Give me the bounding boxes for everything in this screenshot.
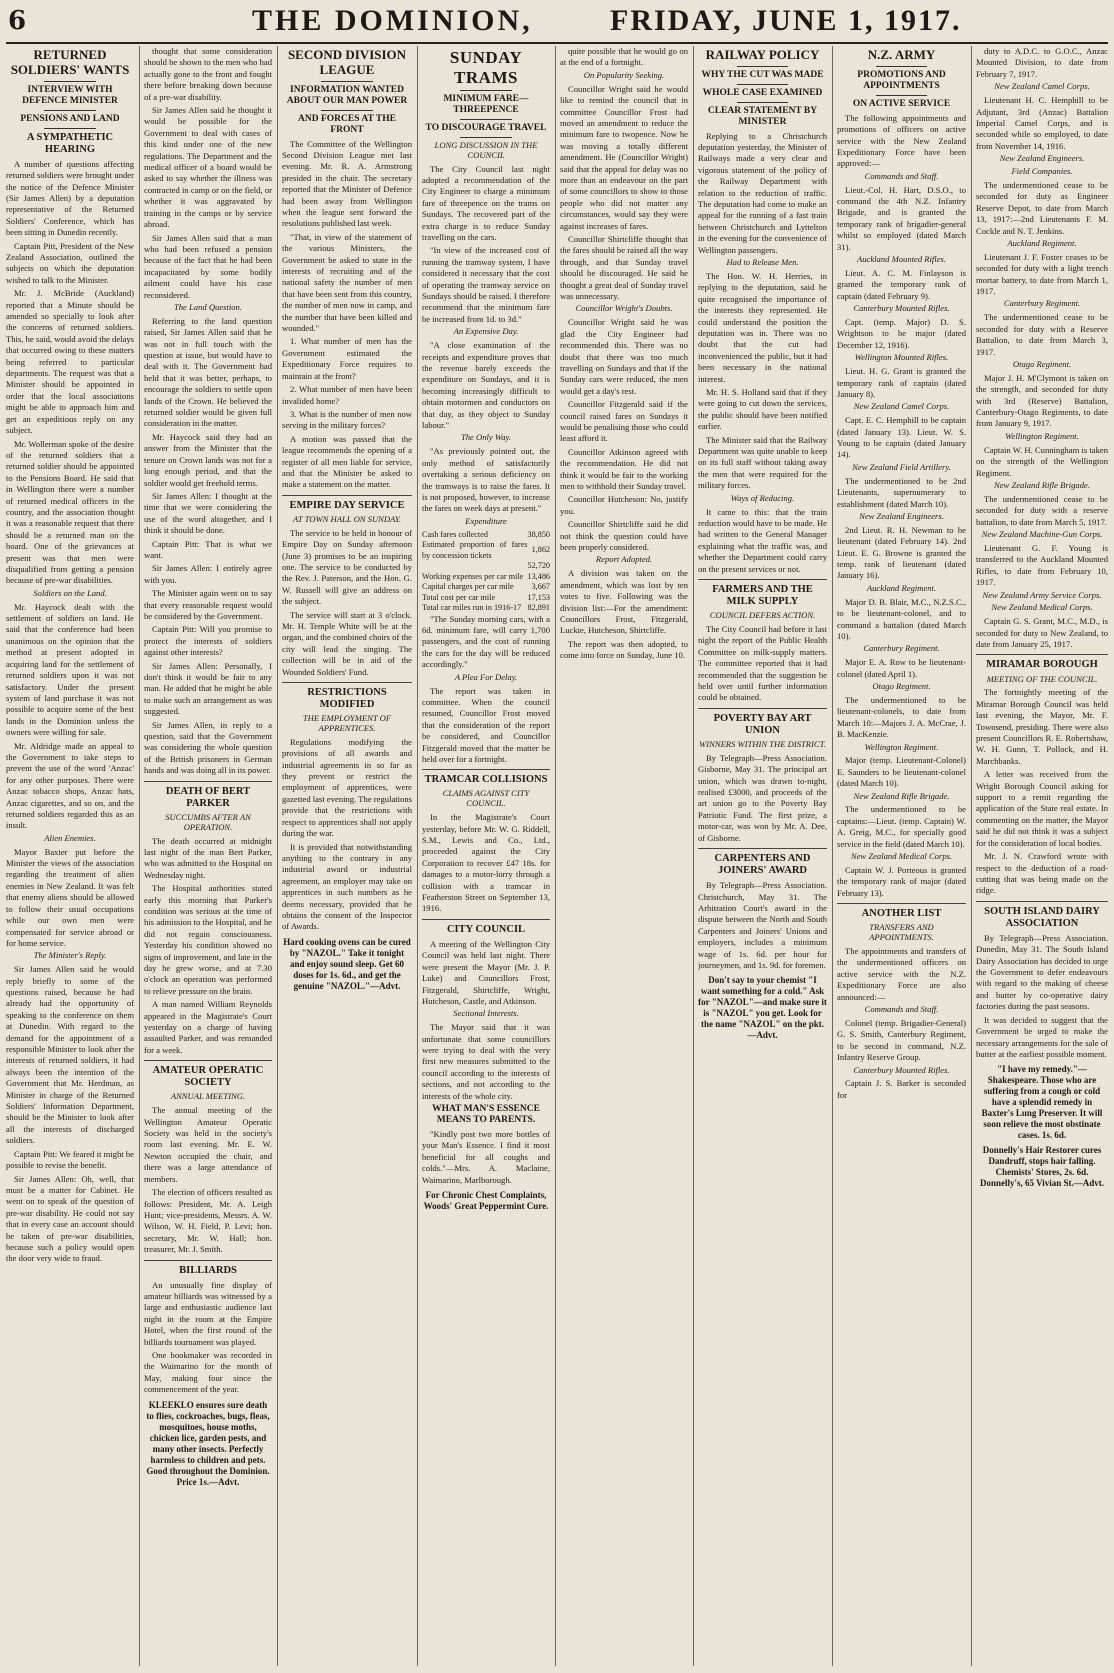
article-subheadline: INFORMATION WANTED ABOUT OUR MAN POWER [286, 84, 408, 106]
paragraph: The undermentioned to be 2nd Lieutenants, supernumerary to establishment (dated March 10). [837, 475, 966, 509]
paragraph: Mr. Haycock dealt with the settlement of soldiers on land. He said that the conference had been unanimous on the opinion that the method at present adopted in acquiring land for the settlement of returned soldiers upon it was not satisfactory. Under the present system of land purchase it was not possible to acquire some of the best lands in the Dominion unless the owners were willing for sale. [6, 601, 134, 738]
article-subheadline: TRANSFERS AND APPOINTMENTS. [869, 922, 934, 943]
section-subhead: New Zealand Camel Corps. [994, 81, 1090, 92]
article-headline: RETURNED SOLDIERS' WANTS [10, 47, 130, 77]
article-subheadline: THE EMPLOYMENT OF APPRENTICES. [302, 713, 392, 733]
paragraph: "As previously pointed out, the only method of satisfactorily overtaking a serious deficiency on the tramways is to raise the fares. It is not proposed, however, to increase the fares on week days at present." [422, 446, 550, 514]
table-cell-label: Capital charges per car mile [422, 582, 514, 592]
article-headline: BILLIARDS [179, 1264, 237, 1276]
article-subheadline: LONG DISCUSSION IN THE COUNCIL [434, 139, 538, 160]
paragraph: The death occurred at midnight last night of the man Bert Parker, who was admitted to the Hospital on Wednesday night. [144, 835, 272, 880]
column-3 [282, 46, 412, 1666]
table-cell-value: 82,891 [527, 603, 550, 613]
paragraph: The Mayor said that it was unfortunate that some councillors were trying to deal with the very first new measures submitted to the council according to the interests of sections, and not according to the interests of the whole city. [422, 1022, 550, 1101]
divider [976, 901, 1108, 902]
paragraph: Colonel (temp. Brigadier-General) G. S. Smith, Canterbury Regiment, to be second in command, N.Z. Infantry Reserve Group. [837, 1017, 966, 1063]
section-subhead: Had to Release Men. [726, 257, 799, 268]
table-cell-label [422, 561, 527, 572]
section-subhead: Wellington Mounted Rifles. [854, 352, 949, 363]
paragraph: The undermentioned cease to be seconded for duty with a reserve battalion, to date from March 5, 1917. [976, 493, 1108, 527]
paragraph: Captain G. S. Grant, M.C., M.D., is seconded for duty to New Zealand, to date from January 25, 1917. [976, 616, 1108, 650]
paragraph: Sir James Allen said he thought it would be possible for the Government to deal with cases of this kind under one of the new regulations. The Department and the medical officer of a board would be asked to say whether the illness was contracted in camp or on the field, or whether it was aggravated by training in the camps or by service abroad. [144, 105, 272, 230]
article-subheadline: CLAIMS AGAINST CITY COUNCIL. [442, 788, 530, 809]
divider [460, 137, 511, 138]
paragraph: Sir James Allen said he would reply briefly to some of the questions raised, because he had already had the opportunity of speaking to the conference on them at Dunedin. With regard to the demand for the appointment of a responsible Minister to look after the interests of returned soldiers, it had always been the intention of the Government that Mr. Herdman, as Minister in charge of the Returned Soldiers' Information Department, should be the Minister to look after all the interests of discharged soldiers. [6, 964, 134, 1146]
paragraph: Mr. J. N. Crawford wrote with respect to the deduction of a road-cutting that was being made on the ridge. [976, 851, 1108, 896]
article-headline: SUNDAY TRAMS [449, 48, 523, 87]
column-7 [837, 46, 966, 1666]
section-subhead: A Plea For Delay. [454, 671, 518, 682]
section-subhead: Soldiers on the Land. [33, 587, 107, 598]
paragraph: The service to be held in honour of Empire Day on Sunday afternoon (June 3) promises to be an inspiring one. The service to be conducted by the Rev. J. Paterson, and the Hon. G. W. Russell will give an address on the subject. [282, 527, 412, 607]
paragraph: Captain Pitt, President of the New Zealand Association, outlined the subjects on which the deputation wished to talk to the Minister. [6, 240, 134, 285]
paragraph: A man named William Reynolds appeared in the Magistrate's Court yesterday on a charge of having assaulted Parker, and was remanded for a week. [144, 999, 272, 1055]
paragraph: Sir James Allen, in reply to a question, said that the Government was considering the whole question of the British prisoners in German hands and was doing all in its power. [144, 719, 272, 776]
paragraph: The annual meeting of the Wellington Amateur Operatic Society was held in the society's room last evening. Mr. E. W. Newton occupied the chair, and there was a large attendance of members. [144, 1105, 272, 1184]
article-subheadline: ANNUAL MEETING. [170, 1091, 246, 1102]
paragraph: The Minister again went on to say that every reasonable request would be considered by the Government. [144, 588, 272, 621]
divider [422, 769, 550, 770]
divider [698, 848, 827, 849]
paragraph: 3. What is the number of men now serving in the military forces? [282, 408, 412, 431]
paragraph: The report was then adopted, to come into force on Sunday, June 10. [560, 638, 688, 661]
paragraph: Councillor Wright said he was glad the City Engineer had recommended this. There was no doubt that there was too much travelling on Sundays and that if the Sunday cars were reduced, the men would get a day's rest. [560, 317, 688, 396]
section-subhead: The Only Way. [460, 432, 512, 443]
paragraph: "A close examination of the receipts and expenditure proves that the revenue barely exceeds the expenditure on Sundays, and it is becoming increasingly difficult to obtain motormen and conductors on that day, as they object to Sunday labour." [422, 340, 550, 431]
section-subhead: Wellington Regiment. [864, 741, 939, 752]
paragraph: Lieutenant H. C. Hemphill to be Adjutant, 3rd (Anzac) Battalion Imperial Camel Corps, and is seconded while so employed, to date from November 14, 1916. [976, 95, 1108, 151]
divider [460, 119, 511, 120]
paragraph: 2nd Lieut. R. H. Newman to be lieutenant (dated February 14). 2nd Lieut. E. G. Browne is granted the temp. rank of lieutenant (dated January 16). [837, 524, 966, 581]
paragraph: Sir James Allen said that a man who had been refused a pension because of the fact that he had been incapacitated by some bodily ailment could have his case reconsidered. [144, 232, 272, 300]
paragraph: The undermentioned to be lieutenant-colonels, to date from March 10:—Majors J. A. McCrae, J. B. MacKenzie. [837, 694, 966, 740]
paragraph: "The Sunday morning cars, with a 6d. minimum fare, will carry 1,700 passengers, and the cost of running the cars for the day will be reduced accordingly." [422, 613, 550, 670]
section-subhead: Councillor Wright's Doubts. [575, 303, 673, 314]
advertisement: Donnelly's Hair Restorer cures Dandruff, stops hair falling. Chemists' Stores, 2s. 6d. Donnelly's, 65 Vivian St.—Advt. [979, 1145, 1105, 1189]
paragraph: Captain Pitt: That is what we want. [144, 538, 272, 560]
paragraph: The undermentioned cease to be seconded for duty with a Reserve Battalion, to date from March 3, 1917. [976, 312, 1108, 357]
article-subheadline: MEETING OF THE COUNCIL. [986, 673, 1098, 684]
article-headline: EMPIRE DAY SERVICE [289, 499, 405, 511]
paragraph: Sir James Allen: I entirely agree with you. [144, 563, 272, 585]
paragraph: quite possible that he would go on at the end of a fortnight. [560, 46, 688, 68]
section-subhead: New Zealand Army Service Corps. [982, 589, 1102, 600]
paragraph: Councillor Atkinson agreed with the recommendation. He did not think it would be fair to the working men to withhold their Sunday travel. [560, 446, 688, 491]
section-subhead: New Zealand Medical Corps. [850, 851, 953, 862]
paragraph: Sir James Allen: Oh, well, that must be a matter for Cabinet. He went on to speak of the question of pre-war disability. He could not say that in every case an account should be taken of pre-war disabilities, because such a policy would open the door very wide to fraud. [6, 1173, 134, 1264]
article-headline: TRAMCAR COLLISIONS [424, 774, 548, 786]
divider [876, 95, 928, 96]
paragraph: Lieut. H. G. Grant is granted the temporary rank of captain (dated January 8). [837, 366, 966, 399]
divider [698, 708, 827, 709]
section-subhead: Auckland Mounted Rifles. [856, 254, 947, 265]
article-headline: CARPENTERS AND JOINERS' AWARD [714, 853, 811, 877]
divider [321, 81, 373, 82]
issue-date: FRIDAY, JUNE 1, 1917. [610, 4, 962, 37]
paragraph: Captain W. H. Cunningham is taken on the strength of the Wellington Regiment. [976, 444, 1108, 478]
divider [282, 682, 412, 683]
table-row [422, 540, 550, 561]
table-cell-label: Total cost per car mile [422, 592, 496, 602]
article-headline: ANOTHER LIST [861, 908, 942, 920]
paragraph: The City Council last night adopted a recommendation of the City Engineer to charge a minimum fare of threepence on the trams on Sundays. The recovered part of the extra charge is to reduce Sunday travelling on the cars. [422, 163, 550, 243]
table-cell-value: 3,667 [531, 582, 550, 592]
section-subhead: Commands and Staff. [864, 170, 939, 181]
article-subheadline: WINNERS WITHIN THE DISTRICT. [699, 738, 826, 749]
section-subhead: Auckland Regiment. [1007, 237, 1077, 248]
article-subheadline: COUNCIL DEFERS ACTION. [709, 610, 816, 621]
section-subhead: Canterbury Regiment. [863, 643, 940, 654]
paragraph: By Telegraph—Press Association. Gisborne, May 31. The principal art union, which was drawn to-night, realised £3000, and proceeds of the art union go to the Poverty Bay Patriotic Fund. The first prize, a motor-car, was won by Mr. A. Dee, of Gisborne. [698, 752, 827, 843]
column-2 [144, 46, 272, 1666]
paragraph: "In view of the increased cost of running the tramway system, I have considered it necessary that the cost of operating the tramway service on Sundays should be raised. I therefore recommend that the minimum fare be increased from 1d. to 3d." [422, 245, 550, 324]
newspaper-title: THE DOMINION, [252, 4, 533, 37]
table-row [422, 593, 550, 604]
section-subhead: Canterbury Mounted Rifles. [853, 1064, 950, 1075]
paragraph: Major D. B. Blair, M.C., N.Z.S.C., to be lieutenant-colonel, and to command a battalion (dated March 10). [837, 596, 966, 641]
divider [737, 84, 789, 85]
divider [282, 495, 412, 496]
divider [976, 654, 1108, 655]
paragraph: In the Magistrate's Court yesterday, before Mr. W. G. Riddell, S.M., Lewis and Co., Ltd., proceeded against the City Corporation to recover £47 18s. for damages to a motor-lorry through a collision with a tramcar in Featherston Street on September 13, 1916. [422, 812, 550, 914]
divider [144, 781, 272, 782]
divider [321, 110, 373, 111]
paragraph: Referring to the land question raised, Sir James Allen said that he was not in full touch with the question at issue, but would have to deal with it. The Government had held that it was better, perhaps, to encourage the soldiers to settle upon lands of the Crown. He believed the returned soldier would be given full consideration in the matter. [144, 315, 272, 429]
article-headline: N.Z. ARMY [867, 47, 936, 62]
paragraph: Mayor Baxter put before the Minister the views of the association regarding the treatment of alien enemies in New Zealand. It was felt that enemy aliens should be allowed to follow their usual occupations while our own men were compensated for service abroad or for home service. [6, 846, 134, 948]
section-subhead: The Land Question. [173, 301, 243, 312]
divider [144, 1260, 272, 1261]
article-subheadline: TO DISCOURAGE TRAVEL [425, 122, 547, 133]
paragraph: The following appointments and promotions of officers on active service with the New Zealand Expeditionary Force have been approved:— [837, 112, 966, 169]
table-row [422, 603, 550, 614]
table-cell-value: 1,862 [531, 545, 550, 555]
paragraph: The Hon. W. H. Herries, in replying to the deputation, said he quite recognised the importance of the interests they represented. He could understand the position the deputation was in. There was no doubt that the cut had inconvenienced the public, but it had been necessary in the national interest. [698, 270, 827, 384]
article-subheadline: PROMOTIONS AND APPOINTMENTS [857, 69, 946, 91]
paragraph: The appointments and transfers of the undermentioned officers on active service with the N.Z. Expeditionary Force are also announced:— [837, 946, 966, 1002]
paragraph: A motion was passed that the league recommends the opening of a register of all men liable for service, and that the Minister be asked to make a statement on the matter. [282, 433, 412, 490]
article-headline: SOUTH ISLAND DAIRY ASSOCIATION [984, 905, 1100, 929]
paragraph: "That, in view of the statement of the various Ministers, the Government be asked to state in the interests of recruiting and of the national safety the number of men that have been sent from this country, the number of men now in camp, and the number that have been killed and wounded." [282, 231, 412, 334]
paragraph: Lieutenant J. F. Foster ceases to be seconded for duty with a light trench mortar battery, to date from March 1, 1917. [976, 251, 1108, 296]
article-headline: DEATH OF BERT PARKER [165, 785, 251, 809]
column-divider [693, 46, 694, 1666]
divider [837, 903, 966, 904]
article-subheadline: MINIMUM FARE—THREEPENCE [443, 94, 529, 116]
paragraph: The City Council had before it last night the report of the Public Health Committee on milk-supply matters. The committee reported that it had recommended that the suggestion be held over until further information could be obtained. [698, 624, 827, 703]
advertisement: Don't say to your chemist "I want something for a cold." Ask for "NAZOL"—and make sure it is "NAZOL" you get. Look for the name "NAZOL" on the pkt.—Advt. [698, 975, 827, 1041]
paragraph: Captain W. J. Porteous is granted the temporary rank of major (dated February 13). [837, 864, 966, 898]
page-number: 6 [8, 6, 27, 36]
column-8 [976, 46, 1108, 1666]
paragraph: A number of questions affecting returned soldiers were brought under the notice of the Defence Minister (Sir James Allen) by a deputation representative of the Returned Soldiers' Conference, which has been sitting in Dunedin recently. [6, 158, 134, 238]
divider [737, 102, 789, 103]
table-cell-value: 13,486 [527, 571, 550, 581]
divider [422, 919, 550, 920]
table-cell-label: Working expenses per car mile [422, 571, 524, 581]
advertisement: "I have my remedy."—Shakespeare. Those who are suffering from a cough or cold have a splendid remedy in Baxter's Lung Preserver. It will soon relieve the most obstinate cases. 1s. 6d. [981, 1064, 1103, 1141]
column-1 [6, 46, 134, 1666]
divider [460, 90, 511, 91]
article-headline: POVERTY BAY ART UNION [713, 712, 812, 736]
paragraph: The report was taken in committee. When the council resumed, Councillor Frost moved that the consideration of the report be considered, and Councillor Fitzgerald moved that the matter be held over for a fortnight. [422, 685, 550, 764]
section-subhead: Field Companies. [1011, 166, 1073, 176]
article-headline: AMATEUR OPERATIC SOCIETY [152, 1065, 264, 1089]
table-cell-label: Estimated proportion of fares by concession tickets [422, 540, 528, 560]
paragraph: duty to A.D.C. to G.O.C., Anzac Mounted Division, to date from February 7, 1917. [976, 46, 1108, 79]
table-cell-value: 17,153 [527, 592, 550, 602]
section-subhead: New Zealand Machine-Gun Corps. [981, 529, 1103, 539]
section-subhead: Canterbury Regiment. [1003, 298, 1081, 309]
table-row [422, 572, 550, 583]
article-subheadline: AT TOWN HALL ON SUNDAY. [292, 513, 402, 524]
article-headline: FARMERS AND THE MILK SUPPLY [712, 584, 813, 608]
paragraph: Captain Pitt: We feared it might be possible to revise the benefit. [6, 1148, 134, 1171]
paragraph: Councillor Wright said he would like to remind the council that in committee Councillor Frost had moved an amendment to reduce the minimum fare to twopence. Now he was moving a totally different amendment. He (Councillor Wright) said that the appeal for delay was no more than an endeavour on the part of some councillors to show to those people who did not matter any circumstances, would say they were against increases of fares. [560, 83, 688, 231]
paragraph: Capt. (temp. Major) D. S. Wrightson to be major (dated December 12, 1916). [837, 317, 966, 350]
section-subhead: An Expensive Day. [453, 326, 519, 337]
section-subhead: Sectional Interests. [453, 1008, 519, 1019]
section-subhead: Wellington Regiment. [1005, 430, 1079, 441]
paragraph: By Telegraph—Press Association. Christchurch, May 31. The Arbitration Court's award in the dispute between the North and South Carpenters and Joiners' Unions and employers, includes a minimum wage of 1s. 6d. per hour for journeymen, and 1s. 9d. for foremen. [698, 880, 827, 971]
column-4 [422, 46, 550, 1666]
paragraph: A meeting of the Wellington City Council was held last night. There were present the Mayor (Mr. J. P. Luke) and Councillors Frost, Fitzgerald, Shirtcliffe, Wright, Hutcheson, Castle, and Atkinson. [422, 938, 550, 1006]
article-headline: MIRAMAR BOROUGH [986, 659, 1098, 671]
table-row [422, 582, 550, 593]
advertisement: For Chronic Chest Complaints, Woods' Great Peppermint Cure. [423, 1189, 549, 1211]
paragraph: Mr. Wollerman spoke of the desire of the returned soldiers that a returned soldier should be appointed to the Pensions Board. He said that in Wellington there were a number of returned medical officers in the country, and the association thought it was a reasonable request that there should be a returned man on the board. One of the grievances at present was that men were disqualified from getting a pension because of pre-war disabilities. [6, 438, 134, 586]
section-subhead: New Zealand Engineers. [999, 153, 1085, 164]
masthead-rule [6, 42, 1108, 44]
article-headline: WHAT MAN'S ESSENCE MEANS TO PARENTS. [432, 1104, 540, 1125]
paragraph: Mr. Haycock said they had an answer from the Minister that the tenure on Crown lands was not for a long enough period, and that the soldier would get freehold terms. [144, 431, 272, 488]
paragraph: Lieut. A. C. M. Finlayson is granted the temporary rank of captain (dated February 9). [837, 267, 966, 301]
divider [144, 1060, 272, 1061]
column-divider [139, 46, 140, 1666]
article-subheadline: ON ACTIVE SERVICE [852, 98, 951, 109]
section-subhead: Otago Regiment. [872, 681, 931, 692]
section-subhead: New Zealand Engineers. [859, 510, 944, 521]
paragraph: Captain J. S. Barker is seconded for [837, 1078, 966, 1100]
paragraph: A letter was received from the Wright Borough Council asking for support to a remit regarding the application of the State real estate. In commenting on the matter, the Mayor said he did not think it was a subject for the consideration of local bodies. [976, 769, 1108, 848]
section-subhead: New Zealand Field Artillery. [852, 461, 951, 472]
table-row [422, 530, 550, 541]
section-subhead: New Zealand Rifle Brigade. [853, 790, 950, 801]
table-cell-value: 52,720 [527, 561, 550, 571]
advertisement: Hard cooking ovens can be cured by "NAZOL." Take it tonight and enjoy sound sleep. Get 60 doses for 1s. 6d., and get the genuine "NAZOL."—Advt. [283, 936, 411, 991]
column-divider [971, 46, 972, 1666]
paragraph: Capt. E. C. Hemphill to be captain (dated January 13). Lieut. W. S. Young to be captain (dated January 14). [837, 415, 966, 460]
paragraph: 2. What number of men have been invalided home? [282, 384, 412, 406]
section-subhead: Report Adopted. [595, 554, 653, 565]
section-subhead: The Minister's Reply. [33, 950, 107, 961]
paragraph: The Committee of the Wellington Second Division League met last evening. Mr. R. A. Armstrong presided in the chair. The secretary reported that the Minister of Defence had been away from Wellington when the league sent forward the resolutions published last week. [282, 138, 412, 229]
section-subhead: New Zealand Camel Corps. [853, 401, 950, 412]
paragraph: It was decided to suggest that the Government be urged to make the necessary arrangements for the sale of butter at the earliest possible moment. [976, 1014, 1108, 1059]
section-subhead: Ways of Reducing. [730, 492, 795, 503]
divider [698, 579, 827, 580]
paragraph: By Telegraph—Press Association. Dunedin, May 31. The South Island Dairy Association has decided to urge the Government to defer endeavours with regard to the making of cheese and butter by co-operative dairy factories during the past seasons. [976, 932, 1108, 1012]
column-6 [698, 46, 827, 1666]
table-title: Expenditure [465, 515, 507, 526]
table-cell-value: 38,850 [527, 529, 550, 539]
paragraph: Lieutenant G. F. Young is transferred to the Auckland Mounted Rifles, to date from February 10, 1917. [976, 542, 1108, 588]
article-subheadline: PENSIONS AND LAND [20, 113, 120, 124]
column-divider [832, 46, 833, 1666]
paragraph: Councillor Shirtcliffe said he did not think the question could have been properly considered. [560, 519, 688, 552]
divider [876, 66, 928, 67]
divider [44, 128, 95, 129]
section-subhead: New Zealand Medical Corps. [991, 602, 1093, 613]
paragraph: Major (temp. Lieutenant-Colonel) E. Saunders to be lieutenant-colonel (dated March 10). [837, 755, 966, 789]
paragraph: Major J. H. M'Clymont is taken on the strength, and seconded for duty with 3rd (Reserve) Battalion, Canterbury-Otago Regiments, to date from January 9, 1917. [976, 372, 1108, 429]
section-subhead: Otago Regiment. [1012, 358, 1072, 369]
section-subhead: On Popularity Seeking. [583, 69, 665, 80]
column-5 [560, 46, 688, 1666]
paragraph: 1. What number of men has the Government estimated the Expeditionary Force requires to maintain at the front? [282, 336, 412, 381]
paragraph: The Minister said that the Railway Department was quite unable to keep on its full staff without taking away the men that were required for the military forces. [698, 434, 827, 491]
article-headline: RESTRICTIONS MODIFIED [307, 686, 387, 711]
paragraph: Regulations modifying the provisions of all awards and industrial agreements in so far as they prevent or restrict the employment of apprentices, were gazetted last evening. The regulations provide that the restrictions with respect to apprentices shall not apply during the war. [282, 736, 412, 839]
article-headline: RAILWAY POLICY [705, 47, 820, 62]
paragraph: It is provided that notwithstanding anything to the contrary in any industrial award or industrial agreement, an employer may take on apprentices in such numbers as he deems necessary, provided that he obtains the consent of the Inspector of Awards. [282, 841, 412, 932]
paragraph: The Hospital authorities stated early this morning that Parker's condition was serious at the time of his admission to the Hospital, and he did not regain consciousness. Yesterday his condition showed no signs of improvement, and late in the day he grew worse, and at 7.30 o'clock an operation was performed to relieve pressure on the brain. [144, 883, 272, 996]
table-row [422, 561, 550, 572]
column-divider [417, 46, 418, 1666]
paragraph: Major E. A. Row to be lieutenant-colonel (dated April 1). [837, 657, 966, 679]
table-cell-label: Cash fares collected [422, 529, 488, 539]
paragraph: Sir James Allen: I thought at the time that we were considering the use of the word altogether, and I think it should be done. [144, 490, 272, 536]
paragraph: The undermentioned cease to be seconded for duty as Engineer Reserve Depot, to date from March 13, 1917:—2nd Lieutenants F. M. Cockle and N. T. Jenkins. [976, 179, 1108, 236]
paragraph: thought that some consideration should be shown to the men who had actually gone to the front and fought there before breaking down because of a pre-war disability. [144, 46, 272, 102]
paragraph: Mr. H. S. Holland said that if they were going to cut down the services, the public should have been notified earlier. [698, 387, 827, 432]
section-subhead: Auckland Regiment. [866, 582, 937, 593]
article-subheadline: AND FORCES AT THE FRONT [298, 113, 396, 135]
paragraph: One bookmaker was recorded in the Waimarino for the month of May, making four since the commencement of the year. [144, 1350, 272, 1395]
article-headline: CITY COUNCIL [446, 923, 526, 935]
article-subheadline: INTERVIEW WITH DEFENCE MINISTER [22, 84, 118, 106]
paragraph: The service will start at 3 o'clock. Mr. H. Temple White will be at the organ, and the combined choirs of the city will lead the singing. The collection will be in aid of the Wounded Soldiers' Fund. [282, 609, 412, 677]
divider [737, 66, 789, 67]
paragraph: The election of officers resulted as follows: President, Mr. A. Leigh Hunt; vice-presidents, Messrs. A. W. Wilson, W. H. Field, P. Levi; hon. secretary, Mr. W. Hall; hon. treasurer, Mr. J. Smith. [144, 1187, 272, 1255]
article-subheadline: WHY THE CUT WAS MADE [701, 69, 824, 80]
paragraph: A division was taken on the amendment, which was lost by ten votes to five. Following was the division list:—For the amendment: Councillors Frost, Fitzgerald, Luckie, Hutcheson, Shirtcliffe. [560, 568, 688, 636]
article-subheadline: SUCCUMBS AFTER AN OPERATION. [165, 811, 251, 832]
paragraph: Councillor Shirtcliffe thought that the fares should be raised all the way through, and that Sunday travel should be discouraged. He said he thought a great deal of Sunday travel was unnecessary. [560, 233, 688, 301]
article-subheadline: WHOLE CASE EXAMINED [702, 87, 823, 98]
paragraph: The fortnightly meeting of the Miramar Borough Council was held last evening, the Mayor, Mr. F. Townsend, presiding. There were also present Councillors R. E. Robertshaw, W. H. Gunn, T. Pollock, and H. Marchbanks. [976, 687, 1108, 766]
paragraph: Replying to a Christchurch deputation yesterday, the Minister of Railways made a very clear and vigorous statement of the policy of the Railway Department with relation to the reduction of traffic. The deputation had come to make an appeal for the running of a fast train between Christchurch and Lyttelton in the evening for the convenience of Wellington passengers. [698, 130, 827, 255]
paragraph: Councillor Fitzgerald said if the council raised fares on Sundays it would be penalising those who could least afford it. [560, 399, 688, 444]
section-subhead: Commands and Staff. [864, 1004, 939, 1015]
paragraph: Councillor Hutcheson: No, justify you. [560, 494, 688, 516]
paragraph: Mr. J. McBride (Auckland) reported that a Minute should be amended so specially to look after the concerns of returned soldiers. This, he said, would avoid the delays that occurred owing to these matters being referred to particular departments. The request was that a Minister should be appointed in order that the local associations might be able to approach him and get an expeditious reply on any subject. [6, 288, 134, 436]
paragraph: "Kindly post two more bottles of your Man's Essence. I find it most beneficial for all coughs and colds."—Mrs. A. Maclaine, Waimarino, Marlborough. [422, 1128, 550, 1185]
section-subhead: Canterbury Mounted Rifles. [853, 303, 950, 314]
section-subhead: Alien Enemies. [44, 832, 96, 843]
fares-table [422, 530, 550, 614]
advertisement: KLEEKLO ensures sure death to flies, cockroaches, bugs, fleas, mosquitoes, house moths, chicken lice, garden pests, and many other insects. Perfectly harmless to children and pets. Good throughout the Dominion. Price 1s.—Advt. [146, 1399, 270, 1487]
paragraph: Mr. Aldridge made an appeal to the Government to take steps to prevent the use of the word 'Anzac' for any other purposes. There were Anzac tobacco shops, Anzac hats, Anzac cigarettes, and so on, and the returned soldiers regarded this as an insult. [6, 740, 134, 831]
masthead [0, 0, 1114, 44]
paragraph: Lieut.-Col. H. Hart, D.S.O., to command the 4th N.Z. Infantry Brigade, and is granted the temporary rank of brigadier-general whilst so employed (dated March 31). [837, 184, 966, 252]
article-headline: SECOND DIVISION LEAGUE [287, 47, 407, 77]
section-subhead: New Zealand Rifle Brigade. [994, 479, 1090, 490]
paragraph: Captain Pitt: Will you promise to protect the interests of soldiers against other interests? [144, 624, 272, 658]
column-divider [555, 46, 556, 1666]
paragraph: An unusually fine display of amateur billiards was witnessed by a large and enthusiastic audience last night in the room at the Empire Hotel, when the first round of the billiards tournament was played. [144, 1279, 272, 1347]
column-divider [277, 46, 278, 1666]
article-subheadline: A SYMPATHETIC HEARING [26, 131, 114, 155]
divider [44, 81, 95, 82]
paragraph: It came to this: that the train reduction would have to be made. He had written to the General Manager explaining what the traffic was, and whether the Department could carry on the present services or not. [698, 506, 827, 574]
article-subheadline: CLEAR STATEMENT BY MINISTER [707, 105, 818, 127]
paragraph: Sir James Allen: Personally, I don't think it would be fair to any man. He added that he might be able to make such an arrangement as was suggested. [144, 660, 272, 717]
paragraph: The undermentioned to be captains:—Lieut. (temp. Captain) W. A. Greig, M.C., for specially good service in the field (dated March 10). [837, 804, 966, 849]
divider [44, 110, 95, 111]
table-cell-label: Total car miles run in 1916-17 [422, 603, 522, 613]
